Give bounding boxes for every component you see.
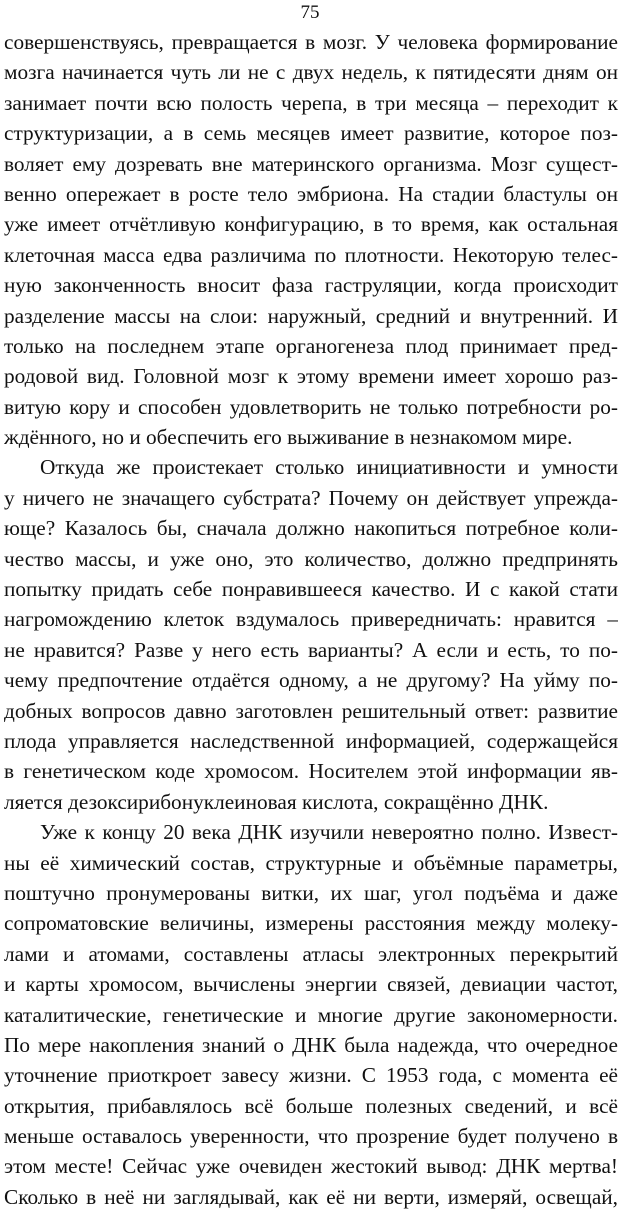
text-line: уточнение приоткроет завесу жизни. С 1953 года, с момента её: [4, 1063, 618, 1088]
page-text: [4, 27, 618, 1212]
text-line: лами и атомами, составлены атласы электронных перекрытий: [4, 941, 618, 966]
text-line: меньше оставалось уверенности, что прозрение будет получено в: [4, 1124, 618, 1149]
text-line: сопроматовские величины, измерены расстояния между молеку-: [4, 911, 618, 936]
text-line: юще? Казалось бы, сначала должно накопиться потребное коли-: [4, 516, 618, 541]
text-line: уже имеет отчётливую конфигурацию, в то время, как остальная: [4, 212, 618, 237]
text-line: в генетическом коде хромосом. Носителем этой информации яв-: [4, 759, 618, 784]
text-line: клеточная масса едва различима по плотности. Некоторую телес-: [4, 242, 618, 267]
text-line: По мере накопления знаний о ДНК была надежда, что очередное: [4, 1032, 618, 1057]
text-line: и карты хромосом, вычислены энергии связей, девиации частот,: [4, 972, 618, 997]
text-line: не нравится? Разве у него есть варианты? А если и есть, то по-: [4, 637, 618, 662]
text-line: совершенствуясь, превращается в мозг. У человека формирование: [4, 30, 618, 54]
text-line: каталитические, генетические и многие другие закономерности.: [4, 1002, 618, 1027]
text-line: витую кору и способен удовлетворить не только потребности ро-: [4, 394, 618, 419]
text-line: у ничего не значащего субстрата? Почему он действует упрежда-: [4, 485, 618, 510]
text-line: чество массы, и уже оно, это количество, должно предпринять: [4, 546, 618, 571]
text-line: родовой вид. Головной мозг к этому времени имеет хорошо раз-: [4, 364, 618, 389]
text-line: венно опережает в росте тело эмбриона. На стадии бластулы он: [4, 181, 618, 206]
text-line: структуризации, а в семь месяцев имеет развитие, которое поз-: [4, 121, 618, 146]
text-line: ны её химический состав, структурные и объёмные параметры,: [4, 850, 618, 875]
paragraph-end-line: ляется дезоксирибонуклеиновая кислота, сокращённо ДНК.: [4, 789, 549, 814]
text-line: этом месте! Сейчас уже очевиден жестокий вывод: ДНК мертва!: [4, 1154, 618, 1179]
text-line: открытия, прибавлялось всё больше полезных сведений, и всё: [4, 1093, 618, 1118]
text-line: мозга начинается чуть ли не с двух недель, к пятидесяти дням он: [4, 60, 618, 85]
text-line: воляет ему дозревать вне материнского организма. Мозг сущест-: [4, 151, 618, 176]
page-number: 75: [300, 2, 320, 23]
text-line: плода управляется наследственной информацией, содержащейся: [4, 728, 618, 753]
paragraph-end-line: ждённого, но и обеспечить его выживание в незнакомом мире.: [4, 425, 573, 450]
text-line: поштучно пронумерованы витки, их шаг, угол подъёма и даже: [4, 880, 618, 905]
text-line: только на последнем этапе органогенеза плод принимает пред-: [4, 333, 618, 358]
text-line: ную законченность вносит фаза гаструляции, когда происходит: [4, 273, 618, 298]
text-line: нагромождению клеток вздумалось привередничать: нравится –: [4, 607, 618, 632]
text-line: Сколько в неё ни заглядывай, как её ни верти, измеряй, освещай,: [4, 1184, 618, 1209]
text-line: попытку придать себе понравившееся качество. И с какой стати: [4, 577, 618, 602]
text-line: чему предпочтение отдаётся одному, а не другому? На уйму по-: [4, 668, 618, 693]
text-line: разделение массы на слои: наружный, средний и внутренний. И: [4, 303, 618, 328]
text-line: добных вопросов давно заготовлен решительный ответ: развитие: [4, 698, 618, 723]
paragraph-start-line: Откуда же проистекает столько инициативности и умности: [40, 455, 618, 480]
text-line: занимает почти всю полость черепа, в три месяца – переходит к: [4, 90, 618, 115]
paragraph-start-line: Уже к концу 20 века ДНК изучили невероятно полно. Извест-: [40, 820, 618, 845]
